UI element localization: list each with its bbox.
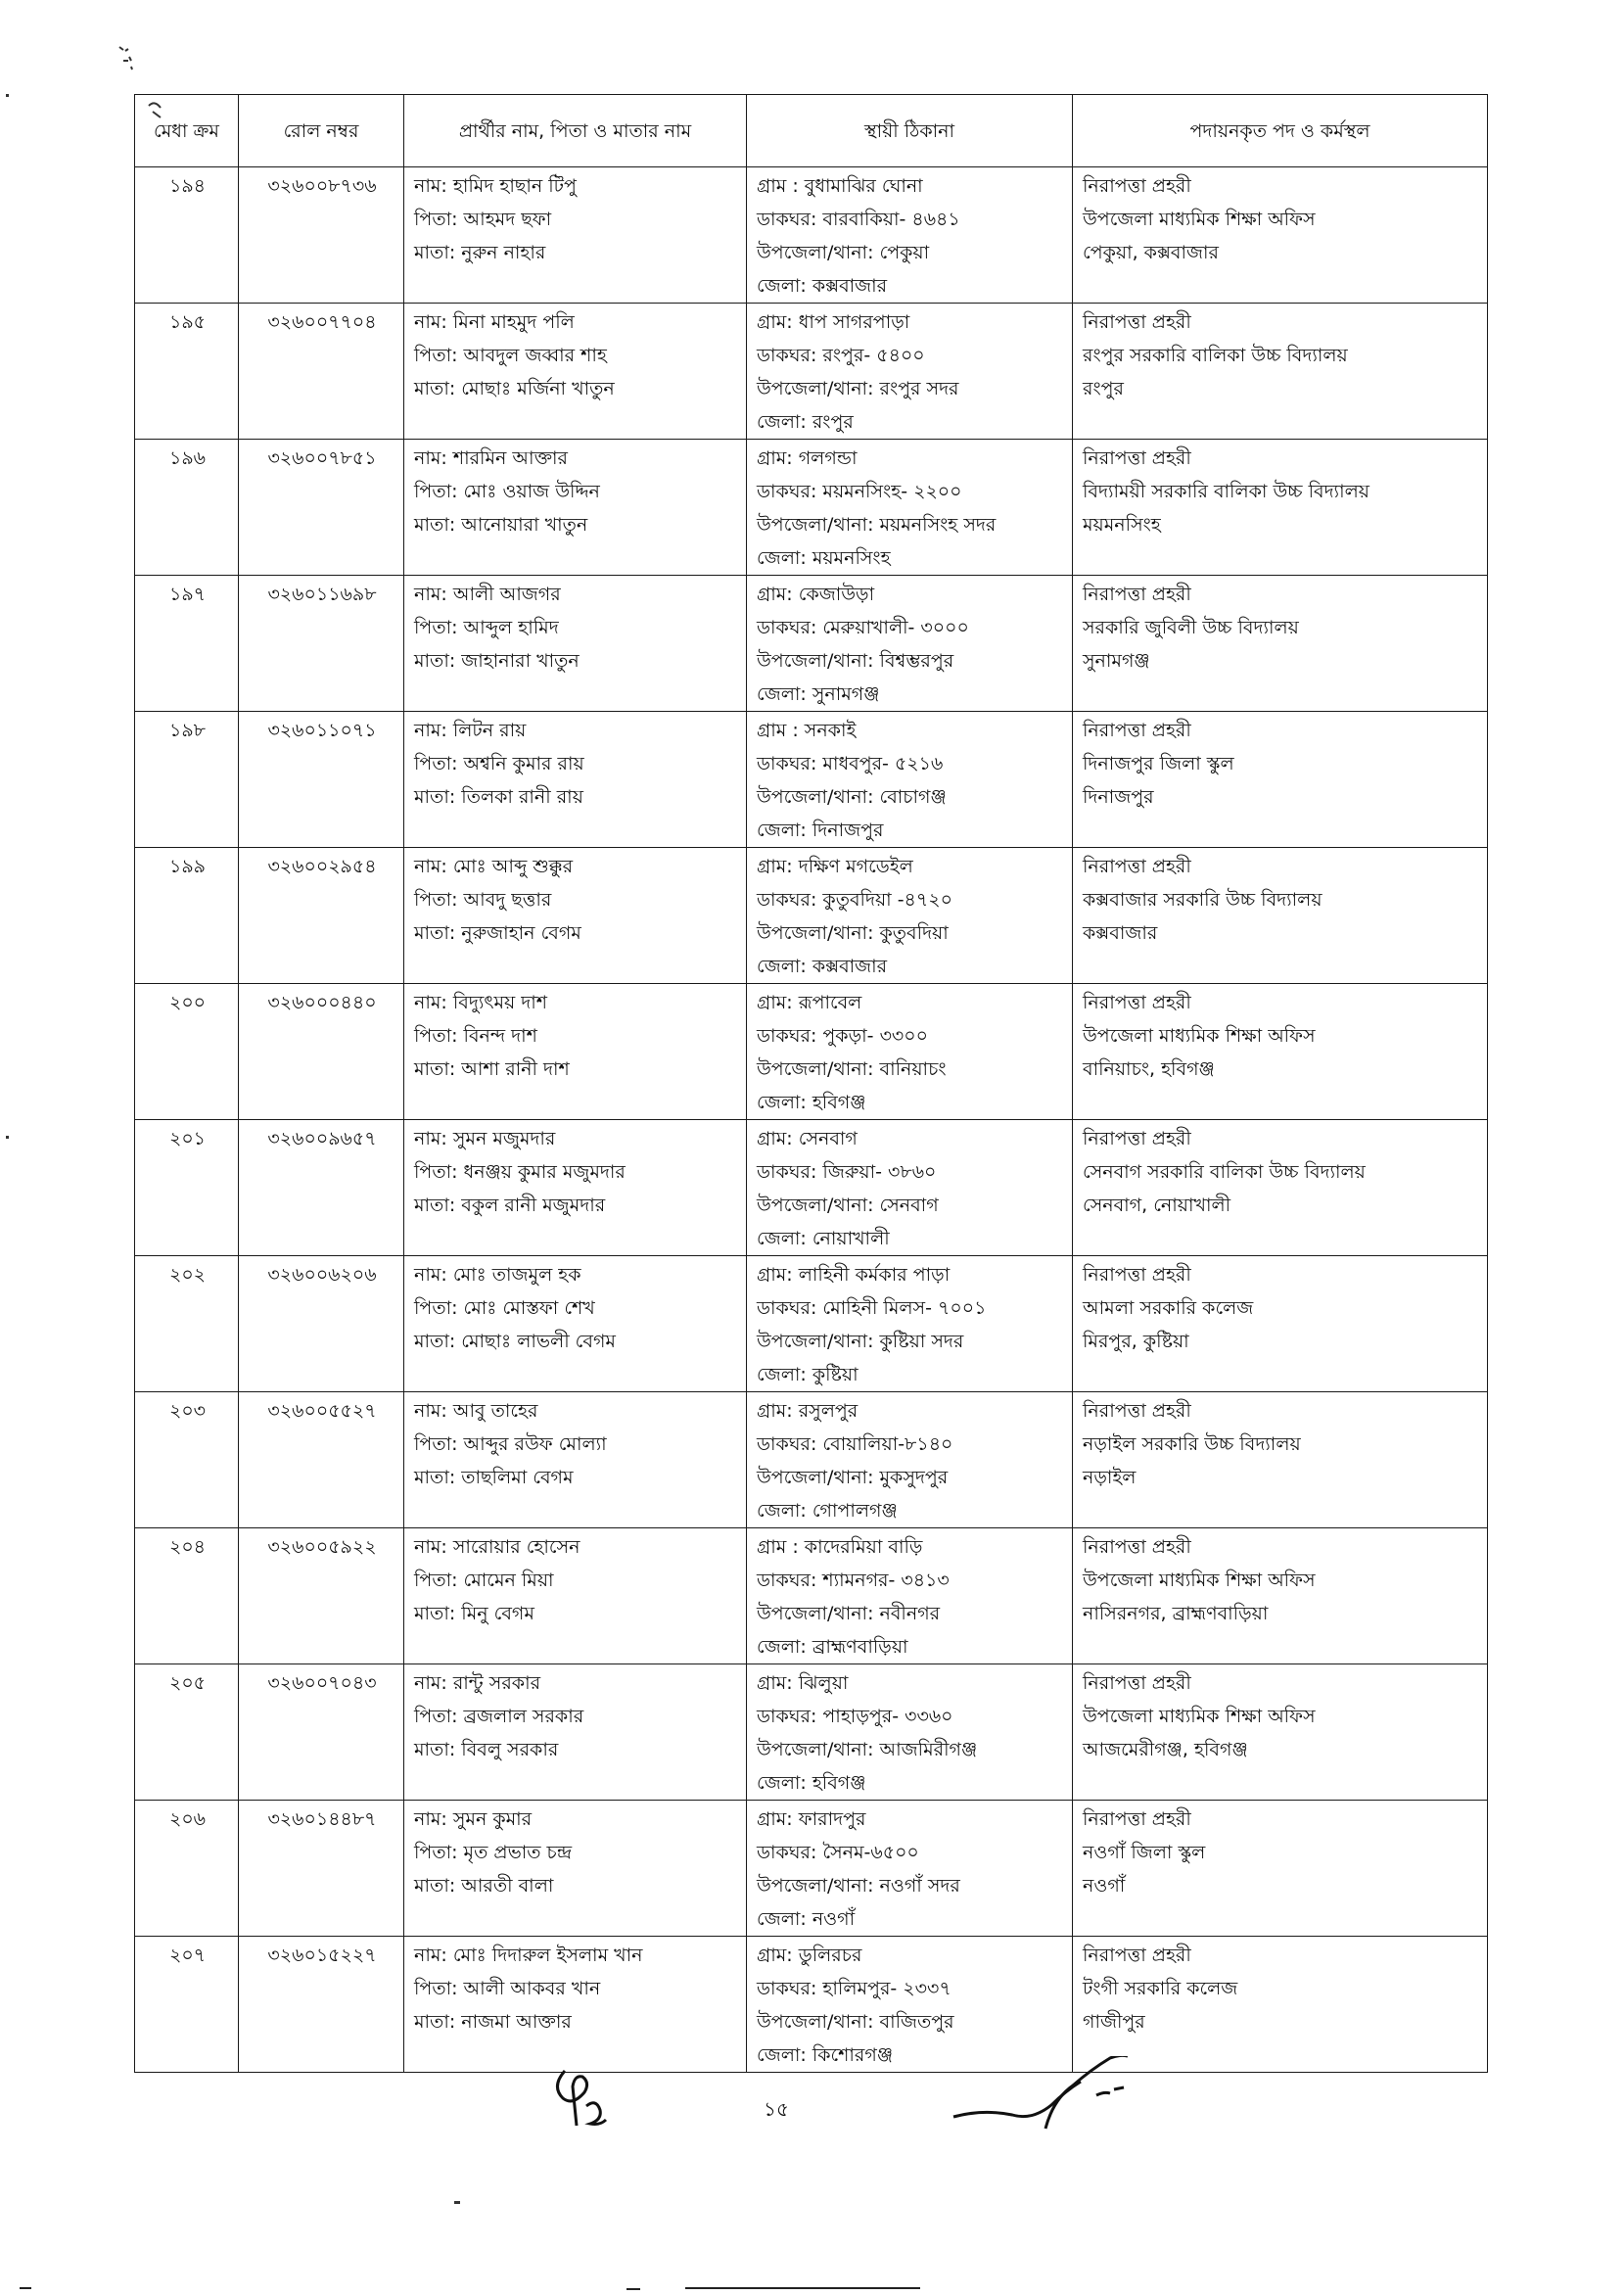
posting-office: বিদ্যাময়ী সরকারি বালিকা উচ্চ বিদ্যালয় (1083, 481, 1369, 502)
name-cell (404, 576, 747, 712)
name-cell (404, 1801, 747, 1937)
posting-cell (1073, 1528, 1488, 1664)
name-cell (404, 304, 747, 440)
name-cell (404, 1392, 747, 1528)
address-cell (747, 984, 1073, 1120)
posting-cell (1073, 712, 1488, 848)
father-name: পিতা: মোঃ মোস্তফা শেখ (414, 1297, 595, 1319)
posting-place: ময়মনসিংহ (1083, 514, 1161, 536)
candidate-name: নাম: সুমন কুমার (414, 1808, 533, 1830)
father-name: পিতা: আবদুল জব্বার শাহ (414, 345, 607, 366)
mother-name: মাতা: তাছলিমা বেগম (414, 1467, 574, 1488)
address-cell (747, 1664, 1073, 1801)
posting-title: নিরাপত্তা প্রহরী (1083, 175, 1191, 197)
posting-cell (1073, 1256, 1488, 1392)
merit-cell: ২০৭ (135, 1937, 239, 2073)
address-district: জেলা: কক্সবাজার (757, 275, 888, 297)
roll-cell: ৩২৬০১১০৭১ (239, 712, 404, 848)
candidate-name: নাম: মোঃ আব্দু শুক্কুর (414, 856, 574, 877)
candidate-name: নাম: সারোয়ার হোসেন (414, 1536, 580, 1558)
address-post-office: ডাকঘর: বোয়ালিয়া-৮১৪০ (757, 1433, 953, 1455)
posting-place: সেনবাগ, নোয়াখালী (1083, 1195, 1231, 1216)
posting-office: কক্সবাজার সরকারি উচ্চ বিদ্যালয় (1083, 889, 1322, 911)
address-village: গ্রাম: দক্ষিণ মগডেইল (757, 856, 913, 877)
table-row (135, 1664, 1488, 1801)
address-cell (747, 848, 1073, 984)
name-cell (404, 167, 747, 304)
posting-title: নিরাপত্তা প্রহরী (1083, 584, 1191, 605)
candidate-table (134, 94, 1488, 2073)
address-upazila: উপজেলা/থানা: সেনবাগ (757, 1195, 939, 1216)
table-row (135, 984, 1488, 1120)
header-address: স্থায়ী ঠিকানা (747, 95, 1073, 167)
name-cell (404, 1664, 747, 1801)
posting-place: সুনামগঞ্জ (1083, 650, 1150, 672)
address-village: গ্রাম: কেজাউড়া (757, 584, 875, 605)
address-post-office: ডাকঘর: পুকড়া- ৩৩০০ (757, 1025, 928, 1047)
roll-cell: ৩২৬০০৫৯২২ (239, 1528, 404, 1664)
posting-title: নিরাপত্তা প্রহরী (1083, 1264, 1191, 1286)
table-row (135, 1256, 1488, 1392)
roll-cell: ৩২৬০০৭৮৫১ (239, 440, 404, 576)
posting-place: নড়াইল (1083, 1467, 1137, 1488)
father-name: পিতা: মোমেন মিয়া (414, 1570, 554, 1591)
posting-place: গাজীপুর (1083, 2011, 1145, 2033)
address-village: গ্রাম: ফারাদপুর (757, 1808, 866, 1830)
address-upazila: উপজেলা/থানা: রংপুর সদর (757, 378, 959, 399)
name-cell (404, 848, 747, 984)
posting-place: মিরপুর, কুষ্টিয়া (1083, 1331, 1189, 1352)
address-district: জেলা: ব্রাহ্মণবাড়িয়া (757, 1636, 908, 1658)
address-post-office: ডাকঘর: ময়মনসিংহ- ২২০০ (757, 481, 962, 502)
mother-name: মাতা: নুরুন নাহার (414, 242, 546, 263)
address-village: গ্রাম: রসুলপুর (757, 1400, 858, 1422)
address-post-office: ডাকঘর: মোহিনী মিলস- ৭০০১ (757, 1297, 987, 1319)
page-number: ১৫ (764, 2097, 789, 2121)
candidate-name: নাম: আলী আজগর (414, 584, 561, 605)
address-upazila: উপজেলা/থানা: আজমিরীগঞ্জ (757, 1739, 978, 1760)
roll-cell: ৩২৬০০২৯৫৪ (239, 848, 404, 984)
table-row (135, 1120, 1488, 1256)
address-upazila: উপজেলা/থানা: বাজিতপুর (757, 2011, 954, 2033)
address-cell (747, 1528, 1073, 1664)
address-district: জেলা: হবিগঞ্জ (757, 1772, 866, 1794)
mother-name: মাতা: নুরুজাহান বেগম (414, 922, 581, 944)
father-name: পিতা: ব্রজলাল সরকার (414, 1706, 584, 1727)
scan-dot (454, 2201, 460, 2204)
posting-cell (1073, 440, 1488, 576)
address-village: গ্রাম : কাদেরমিয়া বাড়ি (757, 1536, 923, 1558)
address-district: জেলা: সুনামগঞ্জ (757, 683, 880, 705)
address-post-office: ডাকঘর: রংপুর- ৫৪০০ (757, 345, 925, 366)
address-cell (747, 304, 1073, 440)
address-post-office: ডাকঘর: পাহাড়পুর- ৩৩৬০ (757, 1706, 953, 1727)
merit-cell: ১৯৭ (135, 576, 239, 712)
posting-place: বানিয়াচং, হবিগঞ্জ (1083, 1058, 1215, 1080)
address-post-office: ডাকঘর: শ্যামনগর- ৩৪১৩ (757, 1570, 950, 1591)
address-village: গ্রাম: গলগন্ডা (757, 447, 858, 469)
address-post-office: ডাকঘর: সৈনম-৬৫০০ (757, 1842, 919, 1863)
merit-cell: ১৯৯ (135, 848, 239, 984)
header-posting: পদায়নকৃত পদ ও কর্মস্থল (1073, 95, 1488, 167)
address-cell (747, 1392, 1073, 1528)
address-cell (747, 712, 1073, 848)
posting-office: টংগী সরকারি কলেজ (1083, 1978, 1238, 1999)
father-name: পিতা: ধনঞ্জয় কুমার মজুমদার (414, 1161, 626, 1183)
father-name: পিতা: মৃত প্রভাত চন্দ্র (414, 1842, 573, 1863)
table-row (135, 1937, 1488, 2073)
merit-cell: ২০২ (135, 1256, 239, 1392)
address-village: গ্রাম: ধাপ সাগরপাড়া (757, 311, 910, 333)
posting-place: রংপুর (1083, 378, 1124, 399)
posting-cell (1073, 304, 1488, 440)
posting-cell (1073, 576, 1488, 712)
posting-cell (1073, 984, 1488, 1120)
posting-cell (1073, 167, 1488, 304)
posting-office: নড়াইল সরকারি উচ্চ বিদ্যালয় (1083, 1433, 1301, 1455)
mother-name: মাতা: তিলকা রানী রায় (414, 786, 583, 808)
posting-place: পেকুয়া, কক্সবাজার (1083, 242, 1219, 263)
father-name: পিতা: আব্দুল হামিদ (414, 617, 559, 638)
roll-cell: ৩২৬০১১৬৯৮ (239, 576, 404, 712)
address-cell (747, 1801, 1073, 1937)
mother-name: মাতা: মিনু বেগম (414, 1603, 534, 1624)
posting-title: নিরাপত্তা প্রহরী (1083, 311, 1191, 333)
posting-title: নিরাপত্তা প্রহরী (1083, 1672, 1191, 1694)
address-post-office: ডাকঘর: বারবাকিয়া- ৪৬৪১ (757, 209, 960, 230)
posting-cell (1073, 1392, 1488, 1528)
table-row (135, 1528, 1488, 1664)
address-district: জেলা: কক্সবাজার (757, 956, 888, 977)
roll-cell: ৩২৬০০০৪৪০ (239, 984, 404, 1120)
address-cell (747, 167, 1073, 304)
posting-title: নিরাপত্তা প্রহরী (1083, 1945, 1191, 1966)
scan-dot (6, 1136, 9, 1139)
posting-title: নিরাপত্তা প্রহরী (1083, 1128, 1191, 1149)
posting-office: নওগাঁ জিলা স্কুল (1083, 1842, 1206, 1863)
father-name: পিতা: আহমদ ছফা (414, 209, 552, 230)
address-district: জেলা: গোপালগঞ্জ (757, 1500, 898, 1522)
father-name: পিতা: মোঃ ওয়াজ উদ্দিন (414, 481, 600, 502)
address-village: গ্রাম : বুধামাঝির ঘোনা (757, 175, 923, 197)
address-village: গ্রাম : সনকাই (757, 720, 857, 741)
posting-title: নিরাপত্তা প্রহরী (1083, 720, 1191, 741)
address-cell (747, 1937, 1073, 2073)
candidate-name: নাম: মোঃ তাজমুল হক (414, 1264, 581, 1286)
address-district: জেলা: নওগাঁ (757, 1908, 856, 1930)
posting-place: দিনাজপুর (1083, 786, 1154, 808)
merit-cell: ১৯৪ (135, 167, 239, 304)
roll-cell: ৩২৬০০৮৭৩৬ (239, 167, 404, 304)
candidate-name: নাম: আবু তাহের (414, 1400, 538, 1422)
mother-name: মাতা: আনোয়ারা খাতুন (414, 514, 588, 536)
mother-name: মাতা: নাজমা আক্তার (414, 2011, 572, 2033)
posting-place: নাসিরনগর, ব্রাহ্মণবাড়িয়া (1083, 1603, 1269, 1624)
address-district: জেলা: কুষ্টিয়া (757, 1364, 858, 1385)
name-cell (404, 1120, 747, 1256)
header-merit: মেধা ক্রম (135, 95, 239, 167)
name-cell (404, 712, 747, 848)
roll-cell: ৩২৬০০৬২০৬ (239, 1256, 404, 1392)
address-district: জেলা: ময়মনসিংহ (757, 547, 891, 569)
posting-office: উপজেলা মাধ্যমিক শিক্ষা অফিস (1083, 1570, 1316, 1591)
address-upazila: উপজেলা/থানা: কুষ্টিয়া সদর (757, 1331, 964, 1352)
address-district: জেলা: রংপুর (757, 411, 854, 433)
table-row (135, 712, 1488, 848)
address-village: গ্রাম: রূপাবেল (757, 992, 862, 1013)
address-upazila: উপজেলা/থানা: বোচাগঞ্জ (757, 786, 947, 808)
mother-name: মাতা: জাহানারা খাতুন (414, 650, 580, 672)
father-name: পিতা: অশ্বনি কুমার রায় (414, 753, 584, 774)
posting-office: সেনবাগ সরকারি বালিকা উচ্চ বিদ্যালয় (1083, 1161, 1366, 1183)
address-post-office: ডাকঘর: কুতুবদিয়া -৪৭২০ (757, 889, 952, 911)
father-name: পিতা: আলী আকবর খান (414, 1978, 601, 1999)
roll-cell: ৩২৬০০৭০৪৩ (239, 1664, 404, 1801)
merit-cell: ১৯৫ (135, 304, 239, 440)
address-upazila: উপজেলা/থানা: পেকুয়া (757, 242, 930, 263)
posting-cell (1073, 1120, 1488, 1256)
address-cell (747, 1256, 1073, 1392)
candidate-name: নাম: মোঃ দিদারুল ইসলাম খান (414, 1945, 643, 1966)
posting-cell (1073, 1937, 1488, 2073)
posting-cell (1073, 1664, 1488, 1801)
posting-office: উপজেলা মাধ্যমিক শিক্ষা অফিস (1083, 1706, 1316, 1727)
mother-name: মাতা: আরতী বালা (414, 1875, 554, 1897)
table-row (135, 304, 1488, 440)
address-upazila: উপজেলা/থানা: নওগাঁ সদর (757, 1875, 960, 1897)
candidate-name: নাম: সুমন মজুমদার (414, 1128, 556, 1149)
roll-cell: ৩২৬০০৭৭০৪ (239, 304, 404, 440)
address-upazila: উপজেলা/থানা: বানিয়াচং (757, 1058, 947, 1080)
candidate-name: নাম: মিনা মাহমুদ পলি (414, 311, 575, 333)
table-row (135, 167, 1488, 304)
candidate-name: নাম: লিটন রায় (414, 720, 527, 741)
merit-cell: ২০৪ (135, 1528, 239, 1664)
merit-cell: ১৯৬ (135, 440, 239, 576)
mother-name: মাতা: মোছাঃ লাভলী বেগম (414, 1331, 616, 1352)
table-row (135, 1392, 1488, 1528)
roll-cell: ৩২৬০১৫২২৭ (239, 1937, 404, 2073)
posting-title: নিরাপত্তা প্রহরী (1083, 1808, 1191, 1830)
posting-office: আমলা সরকারি কলেজ (1083, 1297, 1254, 1319)
table-header-row (135, 95, 1488, 167)
mother-name: মাতা: বিবলু সরকার (414, 1739, 559, 1760)
posting-cell (1073, 848, 1488, 984)
address-post-office: ডাকঘর: হালিমপুর- ২৩৩৭ (757, 1978, 951, 1999)
merit-cell: ২০০ (135, 984, 239, 1120)
merit-cell: ২০৫ (135, 1664, 239, 1801)
candidate-name: নাম: হামিদ হাছান টিপু (414, 175, 577, 197)
header-name: প্রার্থীর নাম, পিতা ও মাতার নাম (404, 95, 747, 167)
posting-place: কক্সবাজার (1083, 922, 1158, 944)
mother-name: মাতা: বকুল রানী মজুমদার (414, 1195, 606, 1216)
name-cell (404, 1528, 747, 1664)
name-cell (404, 1256, 747, 1392)
address-post-office: ডাকঘর: জিরুয়া- ৩৮৬০ (757, 1161, 937, 1183)
merit-cell: ২০৩ (135, 1392, 239, 1528)
table-row (135, 1801, 1488, 1937)
candidate-name: নাম: শারমিন আক্তার (414, 447, 568, 469)
address-district: জেলা: নোয়াখালী (757, 1228, 890, 1249)
address-cell (747, 440, 1073, 576)
roll-cell: ৩২৬০০৯৬৫৭ (239, 1120, 404, 1256)
signature (950, 2056, 1175, 2139)
merit-cell: ২০৬ (135, 1801, 239, 1937)
address-upazila: উপজেলা/থানা: কুতুবদিয়া (757, 922, 949, 944)
father-name: পিতা: আব্দুর রউফ মোল্যা (414, 1433, 607, 1455)
posting-place: আজমেরীগঞ্জ, হবিগঞ্জ (1083, 1739, 1248, 1760)
header-roll: রোল নম্বর (239, 95, 404, 167)
posting-office: দিনাজপুর জিলা স্কুল (1083, 753, 1234, 774)
posting-title: নিরাপত্তা প্রহরী (1083, 856, 1191, 877)
posting-place: নওগাঁ (1083, 1875, 1126, 1897)
posting-office: উপজেলা মাধ্যমিক শিক্ষা অফিস (1083, 209, 1316, 230)
roll-cell: ৩২৬০০৫৫২৭ (239, 1392, 404, 1528)
posting-title: নিরাপত্তা প্রহরী (1083, 992, 1191, 1013)
posting-office: উপজেলা মাধ্যমিক শিক্ষা অফিস (1083, 1025, 1316, 1047)
address-upazila: উপজেলা/থানা: মুকসুদপুর (757, 1467, 949, 1488)
address-village: গ্রাম: ঝিলুয়া (757, 1672, 849, 1694)
address-upazila: উপজেলা/থানা: বিশ্বম্ভরপুর (757, 650, 954, 672)
handwritten-initial (543, 2061, 622, 2134)
address-upazila: উপজেলা/থানা: নবীনগর (757, 1603, 941, 1624)
address-district: জেলা: হবিগঞ্জ (757, 1092, 866, 1113)
posting-office: সরকারি জুবিলী উচ্চ বিদ্যালয় (1083, 617, 1299, 638)
mother-name: মাতা: আশা রানী দাশ (414, 1058, 570, 1080)
father-name: পিতা: বিনন্দ দাশ (414, 1025, 537, 1047)
name-cell (404, 984, 747, 1120)
merit-cell: ১৯৮ (135, 712, 239, 848)
address-upazila: উপজেলা/থানা: ময়মনসিংহ সদর (757, 514, 997, 536)
scan-edge-line (20, 2287, 31, 2289)
posting-office: রংপুর সরকারি বালিকা উচ্চ বিদ্যালয় (1083, 345, 1348, 366)
name-cell (404, 1937, 747, 2073)
scan-dot (6, 94, 9, 97)
address-village: গ্রাম: সেনবাগ (757, 1128, 858, 1149)
table-row (135, 576, 1488, 712)
table-row (135, 440, 1488, 576)
posting-title: নিরাপত্তা প্রহরী (1083, 1536, 1191, 1558)
mother-name: মাতা: মোছাঃ মর্জিনা খাতুন (414, 378, 615, 399)
address-district: জেলা: কিশোরগঞ্জ (757, 2044, 894, 2066)
scan-edge-line (626, 2288, 640, 2290)
candidate-name: নাম: বিদ্যুৎময় দাশ (414, 992, 548, 1013)
posting-cell (1073, 1801, 1488, 1937)
scan-edge-line (685, 2287, 920, 2289)
address-district: জেলা: দিনাজপুর (757, 820, 884, 841)
address-village: গ্রাম: ডুলিরচর (757, 1945, 862, 1966)
posting-title: নিরাপত্তা প্রহরী (1083, 447, 1191, 469)
roll-cell: ৩২৬০১৪৪৮৭ (239, 1801, 404, 1937)
address-post-office: ডাকঘর: মাধবপুর- ৫২১৬ (757, 753, 944, 774)
table-body (135, 167, 1488, 2073)
address-village: গ্রাম: লাহিনী কর্মকার পাড়া (757, 1264, 951, 1286)
father-name: পিতা: আবদু ছত্তার (414, 889, 552, 911)
candidate-name: নাম: রান্টু সরকার (414, 1672, 541, 1694)
address-cell (747, 1120, 1073, 1256)
posting-title: নিরাপত্তা প্রহরী (1083, 1400, 1191, 1422)
table-row (135, 848, 1488, 984)
merit-cell: ২০১ (135, 1120, 239, 1256)
name-cell (404, 440, 747, 576)
address-cell (747, 576, 1073, 712)
address-post-office: ডাকঘর: মেরুয়াখালী- ৩০০০ (757, 617, 969, 638)
